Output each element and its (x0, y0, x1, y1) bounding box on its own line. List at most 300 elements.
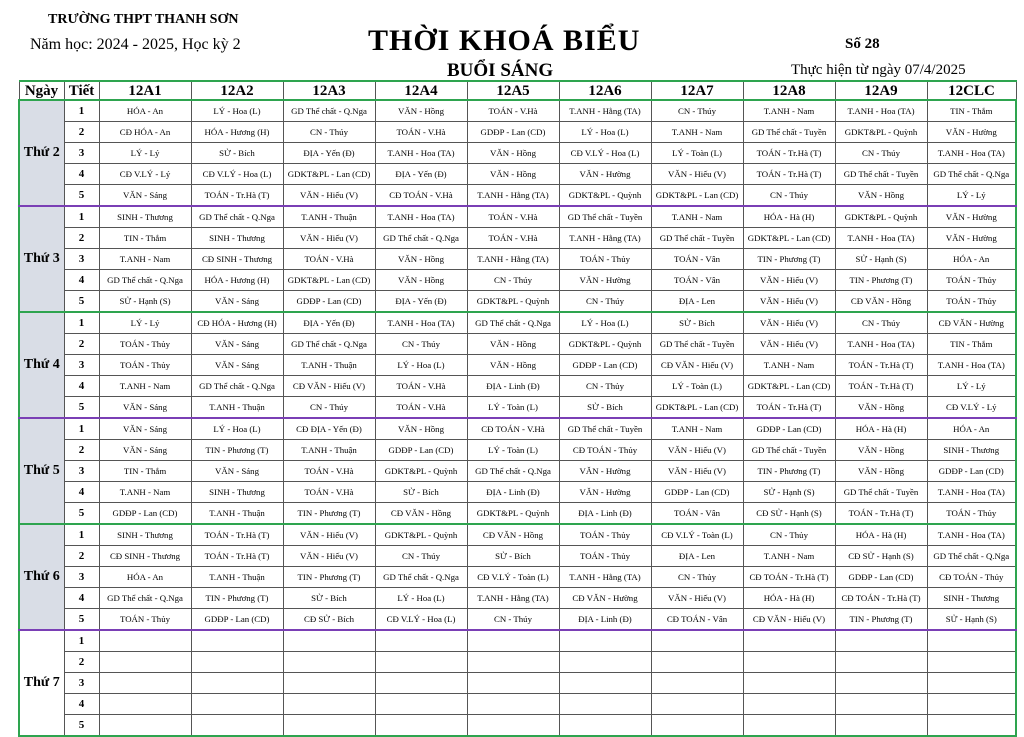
subject-cell: GDKT&PL - Quỳnh (375, 524, 467, 546)
subject-cell: TOÁN - V.Hà (375, 376, 467, 397)
subject-cell: VĂN - Sáng (191, 334, 283, 355)
subject-cell: T.ANH - Thuận (191, 397, 283, 419)
subject-cell: T.ANH - Thuận (283, 440, 375, 461)
subject-cell: CĐ SỬ - Hạnh (S) (743, 503, 835, 525)
subject-cell: T.ANH - Nam (743, 100, 835, 122)
subject-cell (835, 630, 927, 652)
subject-cell: VĂN - Hồng (467, 355, 559, 376)
subject-cell: SỬ - Bích (651, 312, 743, 334)
subject-cell: GD Thể chất - Q.Nga (927, 546, 1016, 567)
subject-cell: TOÁN - Vân (651, 249, 743, 270)
subject-cell (283, 694, 375, 715)
subject-cell: T.ANH - Hoa (TA) (375, 206, 467, 228)
subject-cell (927, 630, 1016, 652)
column-header: Tiết (64, 81, 99, 100)
column-header: 12A5 (467, 81, 559, 100)
subject-cell: GD Thể chất - Q.Nga (99, 588, 191, 609)
subject-cell: GDKT&PL - Lan (CD) (743, 376, 835, 397)
subject-cell: T.ANH - Hằng (TA) (559, 100, 651, 122)
subject-cell: VĂN - Hiếu (V) (651, 461, 743, 482)
subject-cell: TOÁN - Tr.Hà (T) (835, 503, 927, 525)
subject-cell (743, 715, 835, 737)
subject-cell: ĐỊA - Len (651, 546, 743, 567)
school-year: Năm học: 2024 - 2025, Học kỳ 2 (30, 36, 241, 53)
subject-cell (375, 630, 467, 652)
table-row (19, 376, 1016, 397)
subject-cell (375, 715, 467, 737)
subject-cell: T.ANH - Hằng (TA) (467, 588, 559, 609)
subject-cell: VĂN - Hường (927, 206, 1016, 228)
subject-cell: LÝ - Toàn (L) (467, 440, 559, 461)
period-number: 3 (64, 355, 99, 376)
subject-cell (559, 715, 651, 737)
subject-cell: GDKT&PL - Quỳnh (467, 291, 559, 313)
subject-cell: TIN - Thắm (99, 228, 191, 249)
subject-cell: VĂN - Hiếu (V) (283, 228, 375, 249)
subject-cell: T.ANH - Hoa (TA) (835, 100, 927, 122)
subject-cell (467, 715, 559, 737)
subject-cell: GD Thể chất - Q.Nga (283, 100, 375, 122)
subject-cell (99, 652, 191, 673)
subject-cell: SỬ - Hạnh (S) (99, 291, 191, 313)
subject-cell (927, 715, 1016, 737)
subject-cell: VĂN - Hường (559, 270, 651, 291)
period-number: 3 (64, 567, 99, 588)
subject-cell (835, 694, 927, 715)
period-number: 4 (64, 694, 99, 715)
subject-cell: SINH - Thương (191, 228, 283, 249)
subject-cell: CĐ HÓA - Hương (H) (191, 312, 283, 334)
subject-cell: TOÁN - Thủy (99, 609, 191, 631)
subject-cell: GD Thể chất - Tuyền (835, 164, 927, 185)
subject-cell: VĂN - Sáng (99, 185, 191, 207)
subject-cell: GD Thể chất - Tuyền (743, 122, 835, 143)
subject-cell: HÓA - An (99, 100, 191, 122)
table-row (19, 630, 1016, 652)
subject-cell: CĐ TOÁN - Vân (651, 609, 743, 631)
subject-cell: CĐ SỬ - Bích (283, 609, 375, 631)
subject-cell: CĐ VĂN - Hồng (375, 503, 467, 525)
table-row (19, 588, 1016, 609)
subject-cell (559, 630, 651, 652)
table-row (19, 461, 1016, 482)
subject-cell: GDĐP - Lan (CD) (191, 609, 283, 631)
subject-cell: ĐỊA - Len (651, 291, 743, 313)
subject-cell: HÓA - Hương (H) (191, 122, 283, 143)
subject-cell: CĐ HÓA - An (99, 122, 191, 143)
period-number: 4 (64, 376, 99, 397)
subject-cell: CĐ TOÁN - Tr.Hà (T) (743, 567, 835, 588)
subject-cell: GDKT&PL - Lan (CD) (651, 397, 743, 419)
subject-cell: VĂN - Hồng (375, 100, 467, 122)
subject-cell: T.ANH - Thuận (191, 503, 283, 525)
subject-cell: TOÁN - Tr.Hà (T) (191, 185, 283, 207)
table-row (19, 270, 1016, 291)
subject-cell: TIN - Phương (T) (191, 440, 283, 461)
period-number: 5 (64, 397, 99, 419)
subject-cell: CĐ TOÁN - Thủy (559, 440, 651, 461)
subject-cell: HÓA - An (99, 567, 191, 588)
period-number: 3 (64, 143, 99, 164)
subject-cell: GDKT&PL - Lan (CD) (283, 164, 375, 185)
subject-cell: TIN - Phương (T) (743, 249, 835, 270)
subject-cell: T.ANH - Hằng (TA) (559, 567, 651, 588)
subject-cell: SINH - Thương (191, 482, 283, 503)
subject-cell: SỬ - Hạnh (S) (835, 249, 927, 270)
table-row (19, 355, 1016, 376)
subject-cell: VĂN - Sáng (191, 355, 283, 376)
subject-cell (467, 694, 559, 715)
subject-cell: GDĐP - Lan (CD) (99, 503, 191, 525)
subject-cell: GDKT&PL - Quỳnh (375, 461, 467, 482)
subject-cell: CN - Thúy (467, 270, 559, 291)
column-header: 12A1 (99, 81, 191, 100)
subject-cell: SỬ - Hạnh (S) (927, 609, 1016, 631)
period-number: 1 (64, 630, 99, 652)
period-number: 3 (64, 673, 99, 694)
day-label: Thứ 6 (19, 524, 64, 630)
subject-cell: CĐ VĂN - Hồng (835, 291, 927, 313)
subject-cell: GD Thể chất - Q.Nga (927, 164, 1016, 185)
subject-cell: T.ANH - Hoa (TA) (927, 143, 1016, 164)
subject-cell: T.ANH - Nam (743, 355, 835, 376)
period-number: 1 (64, 312, 99, 334)
subject-cell: VĂN - Hồng (375, 249, 467, 270)
subject-cell: CĐ VĂN - Hường (927, 312, 1016, 334)
subject-cell: CN - Thủy (743, 524, 835, 546)
subject-cell: VĂN - Hồng (467, 334, 559, 355)
period-number: 2 (64, 440, 99, 461)
subject-cell: T.ANH - Hoa (TA) (835, 228, 927, 249)
subject-cell: TOÁN - Tr.Hà (T) (743, 164, 835, 185)
subject-cell: ĐỊA - Linh (Đ) (559, 609, 651, 631)
subject-cell (99, 715, 191, 737)
table-row (19, 291, 1016, 313)
subject-cell: SỬ - Bích (375, 482, 467, 503)
subject-cell: VĂN - Hường (559, 461, 651, 482)
subject-cell: GD Thể chất - Q.Nga (99, 270, 191, 291)
column-header: 12CLC (927, 81, 1016, 100)
subject-cell: ĐỊA - Yến (Đ) (283, 143, 375, 164)
subject-cell: TOÁN - Tr.Hà (T) (743, 143, 835, 164)
period-number: 3 (64, 249, 99, 270)
subject-cell: LÝ - Lý (99, 312, 191, 334)
subject-cell (927, 652, 1016, 673)
period-number: 1 (64, 206, 99, 228)
day-label: Thứ 7 (19, 630, 64, 736)
effective-date: Thực hiện từ ngày 07/4/2025 (791, 62, 966, 78)
subject-cell (835, 673, 927, 694)
subject-cell: TOÁN - Thủy (99, 334, 191, 355)
subject-cell: GDKT&PL - Lan (CD) (743, 228, 835, 249)
subject-cell: TOÁN - Thủy (927, 503, 1016, 525)
subject-cell: TIN - Phương (T) (835, 270, 927, 291)
subject-cell: GDĐP - Lan (CD) (651, 482, 743, 503)
subject-cell (743, 694, 835, 715)
subject-cell: GD Thể chất - Tuyền (835, 482, 927, 503)
subject-cell: GD Thể chất - Tuyền (651, 334, 743, 355)
table-row (19, 567, 1016, 588)
subject-cell (283, 630, 375, 652)
subject-cell (835, 715, 927, 737)
subject-cell: VĂN - Sáng (99, 418, 191, 440)
subject-cell: TOÁN - V.Hà (283, 461, 375, 482)
subject-cell: TOÁN - V.Hà (283, 482, 375, 503)
period-number: 2 (64, 546, 99, 567)
header-row (19, 81, 1016, 100)
subject-cell: TIN - Thắm (927, 100, 1016, 122)
period-number: 4 (64, 270, 99, 291)
period-number: 2 (64, 228, 99, 249)
subject-cell: CĐ V.LÝ - Hoa (L) (559, 143, 651, 164)
period-number: 5 (64, 503, 99, 525)
table-row (19, 100, 1016, 122)
table-row (19, 524, 1016, 546)
subject-cell: VĂN - Sáng (191, 461, 283, 482)
subject-cell: VĂN - Hường (559, 482, 651, 503)
subject-cell: SỬ - Hạnh (S) (743, 482, 835, 503)
subject-cell: LÝ - Lý (927, 185, 1016, 207)
subject-cell: VĂN - Hiếu (V) (651, 164, 743, 185)
subject-cell: TOÁN - Tr.Hà (T) (191, 524, 283, 546)
subject-cell: CN - Thúy (375, 334, 467, 355)
subject-cell: LÝ - Toàn (L) (651, 143, 743, 164)
subject-cell: TIN - Phương (T) (835, 609, 927, 631)
column-header: 12A4 (375, 81, 467, 100)
subject-cell: HÓA - Hương (H) (191, 270, 283, 291)
subject-cell (743, 673, 835, 694)
subject-cell: VĂN - Hường (559, 164, 651, 185)
subject-cell (743, 652, 835, 673)
subject-cell (651, 694, 743, 715)
subject-cell (927, 694, 1016, 715)
subject-cell: CĐ VĂN - Hường (559, 588, 651, 609)
subject-cell: CĐ V.LÝ - Toàn (L) (651, 524, 743, 546)
page-title: THỜI KHOÁ BIỂU (368, 24, 641, 57)
subject-cell: HÓA - Hà (H) (835, 524, 927, 546)
subject-cell: GDKT&PL - Lan (CD) (651, 185, 743, 207)
subject-cell: VĂN - Sáng (191, 291, 283, 313)
subject-cell: LÝ - Hoa (L) (191, 100, 283, 122)
subject-cell: HÓA - An (927, 249, 1016, 270)
subject-cell: TOÁN - Thủy (559, 249, 651, 270)
subject-cell: T.ANH - Hoa (TA) (375, 312, 467, 334)
subject-cell: TOÁN - Tr.Hà (T) (835, 376, 927, 397)
subject-cell: GDKT&PL - Quỳnh (559, 334, 651, 355)
subject-cell: T.ANH - Thuận (283, 355, 375, 376)
subject-cell: VĂN - Hồng (835, 440, 927, 461)
subject-cell: TOÁN - Tr.Hà (T) (835, 355, 927, 376)
subject-cell: TOÁN - V.Hà (283, 249, 375, 270)
subject-cell: T.ANH - Hằng (TA) (559, 228, 651, 249)
subject-cell: CN - Thúy (835, 312, 927, 334)
subject-cell: T.ANH - Nam (651, 418, 743, 440)
subject-cell: GDĐP - Lan (CD) (467, 122, 559, 143)
subject-cell (651, 715, 743, 737)
table-row (19, 715, 1016, 737)
subject-cell: SỬ - Bích (559, 397, 651, 419)
table-row (19, 249, 1016, 270)
column-header: 12A2 (191, 81, 283, 100)
subject-cell: VĂN - Hiếu (V) (651, 440, 743, 461)
subject-cell: TOÁN - V.Hà (467, 206, 559, 228)
table-row (19, 609, 1016, 631)
subject-cell: LÝ - Lý (99, 143, 191, 164)
subject-cell (467, 673, 559, 694)
subject-cell: GDKT&PL - Lan (CD) (283, 270, 375, 291)
subject-cell: GDKT&PL - Quỳnh (835, 206, 927, 228)
subject-cell: CĐ V.LÝ - Lý (927, 397, 1016, 419)
subject-cell: HÓA - Hà (H) (835, 418, 927, 440)
subject-cell: SỬ - Bích (467, 546, 559, 567)
table-row (19, 228, 1016, 249)
subject-cell (99, 694, 191, 715)
subject-cell: CĐ TOÁN - V.Hà (375, 185, 467, 207)
subject-cell: CĐ V.LÝ - Hoa (L) (191, 164, 283, 185)
subject-cell: TIN - Phương (T) (283, 567, 375, 588)
subject-cell: TIN - Phương (T) (283, 503, 375, 525)
period-number: 1 (64, 100, 99, 122)
subject-cell: VĂN - Hiếu (V) (743, 291, 835, 313)
period-number: 2 (64, 122, 99, 143)
table-row (19, 673, 1016, 694)
day-label: Thứ 3 (19, 206, 64, 312)
subject-cell: TOÁN - V.Hà (375, 122, 467, 143)
subject-cell: T.ANH - Nam (651, 206, 743, 228)
subject-cell: LÝ - Lý (927, 376, 1016, 397)
subject-cell (651, 630, 743, 652)
period-number: 3 (64, 461, 99, 482)
table-row (19, 652, 1016, 673)
subject-cell: CĐ ĐỊA - Yến (Đ) (283, 418, 375, 440)
column-header: Ngày (19, 81, 64, 100)
subject-cell: T.ANH - Hoa (TA) (835, 334, 927, 355)
subject-cell: ĐỊA - Yến (Đ) (375, 164, 467, 185)
subject-cell: CĐ VĂN - Hiếu (V) (651, 355, 743, 376)
subject-cell: TOÁN - Vân (651, 503, 743, 525)
table-row (19, 503, 1016, 525)
subject-cell: TOÁN - Thủy (927, 291, 1016, 313)
subject-cell: TIN - Phương (T) (743, 461, 835, 482)
period-number: 1 (64, 524, 99, 546)
subject-cell (835, 652, 927, 673)
subject-cell: GD Thể chất - Q.Nga (375, 567, 467, 588)
subject-cell: VĂN - Hồng (835, 461, 927, 482)
subject-cell (375, 673, 467, 694)
subject-cell: CĐ SINH - Thương (99, 546, 191, 567)
subject-cell: HÓA - Hà (H) (743, 588, 835, 609)
subject-cell: GDKT&PL - Quỳnh (559, 185, 651, 207)
subject-cell: VĂN - Hồng (835, 397, 927, 419)
subject-cell (651, 652, 743, 673)
subject-cell: LÝ - Hoa (L) (559, 312, 651, 334)
subject-cell (99, 630, 191, 652)
table-row (19, 546, 1016, 567)
subject-cell: TOÁN - V.Hà (467, 228, 559, 249)
subject-cell: VĂN - Sáng (99, 440, 191, 461)
subject-cell: CĐ TOÁN - V.Hà (467, 418, 559, 440)
subject-cell: CN - Thúy (375, 546, 467, 567)
subject-cell: TOÁN - Thủy (559, 524, 651, 546)
subject-cell: CĐ VĂN - Hồng (467, 524, 559, 546)
subject-cell: CĐ SỬ - Hạnh (S) (835, 546, 927, 567)
subject-cell (927, 673, 1016, 694)
subject-cell (191, 694, 283, 715)
subject-cell: SINH - Thương (99, 524, 191, 546)
subject-cell: CĐ V.LÝ - Lý (99, 164, 191, 185)
day-label: Thứ 2 (19, 100, 64, 206)
subject-cell: GD Thể chất - Q.Nga (467, 461, 559, 482)
subject-cell: T.ANH - Hoa (TA) (375, 143, 467, 164)
subject-cell: SINH - Thương (927, 440, 1016, 461)
subject-cell: VĂN - Hồng (467, 164, 559, 185)
subject-cell (743, 630, 835, 652)
subject-cell: VĂN - Hiếu (V) (283, 546, 375, 567)
subject-cell: CN - Thúy (467, 609, 559, 631)
subject-cell: LÝ - Hoa (L) (559, 122, 651, 143)
subject-cell (375, 652, 467, 673)
subject-cell: ĐỊA - Yến (Đ) (283, 312, 375, 334)
subject-cell: CN - Thúy (651, 100, 743, 122)
subject-cell: GDĐP - Lan (CD) (559, 355, 651, 376)
subject-cell: VĂN - Hiếu (V) (743, 270, 835, 291)
subject-cell: T.ANH - Hoa (TA) (927, 524, 1016, 546)
table-row (19, 334, 1016, 355)
subject-cell: LÝ - Hoa (L) (375, 355, 467, 376)
subject-cell: LÝ - Toàn (L) (467, 397, 559, 419)
subject-cell: VĂN - Hiếu (V) (283, 524, 375, 546)
table-row (19, 164, 1016, 185)
subject-cell: GD Thể chất - Q.Nga (191, 376, 283, 397)
period-number: 2 (64, 652, 99, 673)
subject-cell: VĂN - Hồng (375, 418, 467, 440)
subject-cell: CN - Thúy (743, 185, 835, 207)
subject-cell: GD Thể chất - Q.Nga (283, 334, 375, 355)
subject-cell: T.ANH - Nam (99, 249, 191, 270)
subject-cell: CN - Thủy (651, 567, 743, 588)
subject-cell: TIN - Phương (T) (191, 588, 283, 609)
subject-cell: GDĐP - Lan (CD) (375, 440, 467, 461)
subject-cell: CN - Thủy (559, 376, 651, 397)
period-number: 5 (64, 715, 99, 737)
subject-cell (191, 673, 283, 694)
period-number: 5 (64, 291, 99, 313)
subject-cell: TOÁN - V.Hà (467, 100, 559, 122)
subject-cell: ĐỊA - Linh (Đ) (467, 482, 559, 503)
subject-cell: SỬ - Bích (283, 588, 375, 609)
subject-cell: GD Thể chất - Q.Nga (191, 206, 283, 228)
subject-cell: TOÁN - Tr.Hà (T) (191, 546, 283, 567)
subject-cell: SINH - Thương (99, 206, 191, 228)
subject-cell: VĂN - Hồng (467, 143, 559, 164)
subject-cell: TIN - Thắm (927, 334, 1016, 355)
subject-cell: GDKT&PL - Quỳnh (835, 122, 927, 143)
subject-cell: SỬ - Bích (191, 143, 283, 164)
table-row (19, 418, 1016, 440)
subject-cell: GD Thể chất - Tuyền (743, 440, 835, 461)
subject-cell: CĐ VĂN - Hiếu (V) (283, 376, 375, 397)
subject-cell: TOÁN - Vân (651, 270, 743, 291)
period-number: 1 (64, 418, 99, 440)
subject-cell: LÝ - Toàn (L) (651, 376, 743, 397)
subject-cell: T.ANH - Hằng (TA) (467, 185, 559, 207)
table-row (19, 312, 1016, 334)
subject-cell (651, 673, 743, 694)
subject-cell: ĐỊA - Linh (Đ) (467, 376, 559, 397)
column-header: 12A9 (835, 81, 927, 100)
subject-cell: VĂN - Sáng (99, 397, 191, 419)
period-number: 5 (64, 185, 99, 207)
